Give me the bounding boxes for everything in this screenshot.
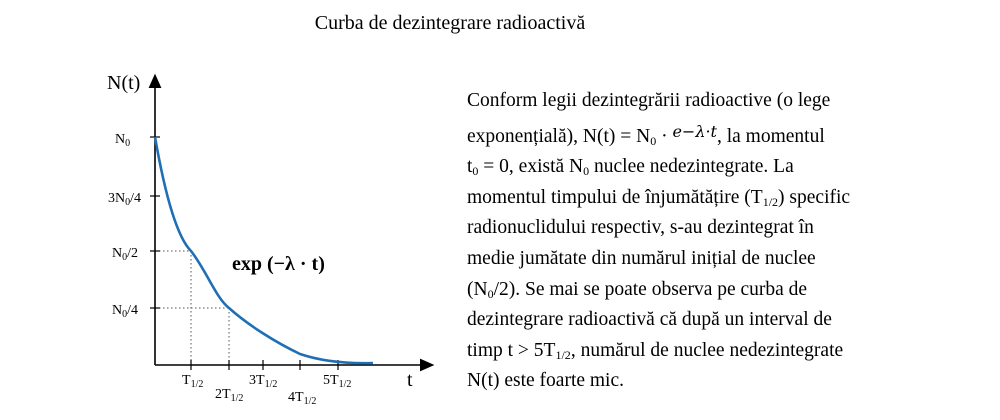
paragraph-line: dezintegrare radioactivă că după un interval de (467, 309, 832, 331)
x-tick-label-5t-half: $5T_{1/2}$ (323, 373, 352, 390)
paragraph-line: timp $t > 5T_{1/2}$, numărul de nuclee nedezintegrate (467, 339, 844, 362)
x-tick-label-t-half: $T_{1/2}$ (182, 373, 204, 390)
y-tick-label-n0-2: $N_0/2$ (112, 246, 139, 263)
y-tick-label-3n0-4: $3N_0/4$ (108, 191, 142, 208)
y-axis-label: N(t) (107, 72, 141, 94)
decay-diagram (0, 0, 460, 420)
paragraph-line: exponențială), $N(t) = N_0 \cdot ^{e-\lambda\cdot t}$, la momentul (467, 121, 825, 148)
decay-curve (155, 137, 373, 363)
y-tick-label-n0-4: $N_0/4$ (112, 303, 139, 320)
y-tick-label-n0: $N_0$ (115, 132, 131, 149)
x-axis-label: t (407, 369, 413, 391)
paragraph-line: Conform legii dezintegrării radioactive (o lege (467, 90, 831, 111)
x-tick-label-3t-half: $3T_{1/2}$ (249, 373, 278, 390)
exponential-formula: e−λ·t (672, 121, 717, 141)
paragraph-line: medie jumătate din numărul inițial de nuclee (467, 247, 816, 269)
curve-label: exp (−λ · t) (232, 253, 325, 275)
x-tick-label-2t-half: $2T_{1/2}$ (215, 387, 244, 404)
paragraph-line: N(t) este foarte mic. (467, 370, 625, 392)
paragraph-line: radionuclidului respectiv, s-au dezintegrat în (467, 217, 814, 239)
x-tick-label-4t-half: $4T_{1/2}$ (288, 390, 317, 407)
diagram-title: Curba de dezintegrare radioactivă (314, 12, 586, 34)
paragraph-line: $t_0 = 0$, există $N_0$ nuclee nedezintegrate. La (467, 156, 794, 179)
explanation-paragraph (467, 86, 912, 397)
paragraph-line: momentul timpului de înjumătățire $(T_{1/2})$ specific (467, 186, 851, 209)
paragraph-line: $(N_0/2)$. Se mai se poate observa pe curba de (467, 278, 808, 301)
